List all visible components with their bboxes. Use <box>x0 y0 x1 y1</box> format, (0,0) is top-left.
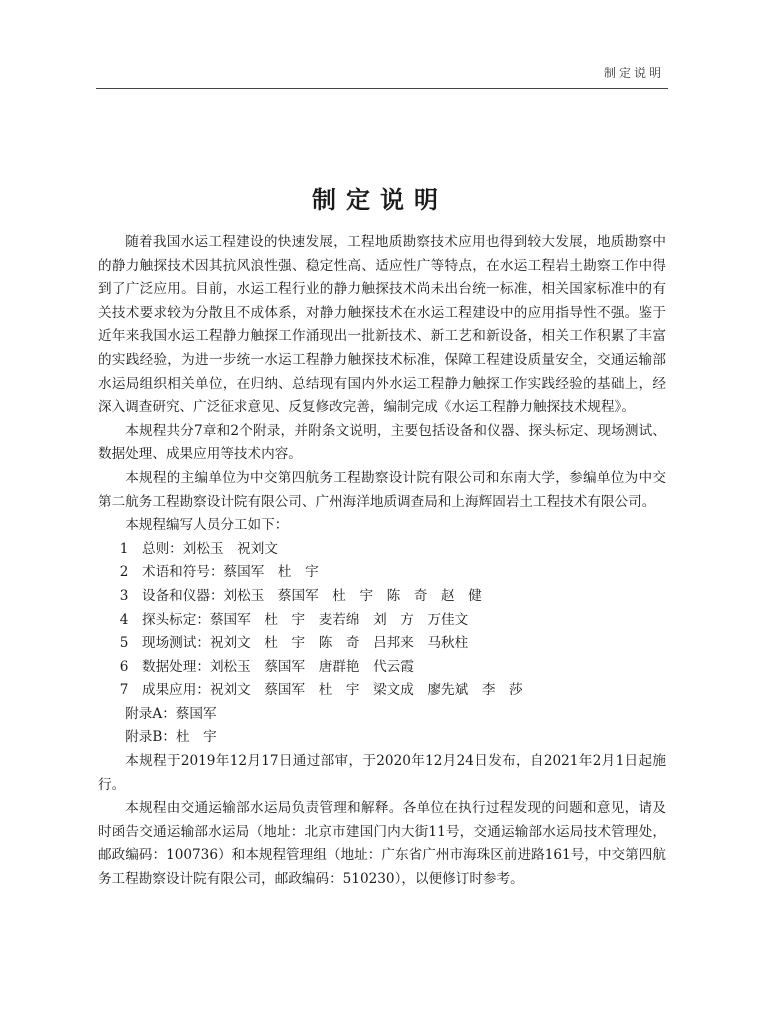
author-list-item: 6 数据处理：刘松玉 蔡国军 唐群艳 代云霞 <box>119 658 414 675</box>
appendix-author-item: 附录B：杜 宇 <box>125 729 217 746</box>
author-list-item: 1 总则：刘松玉 祝刘文 <box>119 540 278 557</box>
author-list-item: 2 术语和符号：蔡国军 杜 宇 <box>119 564 319 581</box>
paragraph-feedback: 本规程由交通运输部水运局负责管理和解释。各单位在执行过程发现的问题和意见，请及时函告交通运输部水运局（地址：北京市建国门内大街11号，交通运输部水运局技术管理处，邮政编码：100736）和本规程管理组（地址：广东省广州市海珠区前进路161号，中交第四航务工程勘察设计院有限公司，邮政编码：510230），以便修订时参考。 <box>98 800 666 888</box>
page-title: 制定说明 <box>312 186 448 214</box>
paragraph-scope: 本规程共分7章和2个附录，并附条文说明，主要包括设备和仪器、探头标定、现场测试、数据处理、成果应用等技术内容。 <box>98 422 666 463</box>
paragraph-organizations: 本规程的主编单位为中交第四航务工程勘察设计院有限公司和东南大学，参编单位为中交第二航务工程勘察设计院有限公司、广州海洋地质调查局和上海辉固岩土工程技术有限公司。 <box>98 469 666 510</box>
document-body <box>98 231 666 892</box>
author-list-item: 4 探头标定：蔡国军 杜 宇 麦若绵 刘 方 万佳文 <box>119 611 469 628</box>
author-list-item: 3 设备和仪器：刘松玉 蔡国军 杜 宇 陈 奇 赵 健 <box>119 587 482 604</box>
paragraph-background: 随着我国水运工程建设的快速发展，工程地质勘察技术应用也得到较大发展，地质勘察中的静力触探技术因其抗风浪性强、稳定性高、适应性广等特点，在水运工程岩土勘察工作中得到了广泛应用。目前，水运工程行业的静力触探技术尚未出台统一标准，相关国家标准中的有关技术要求较为分散且不成体系，对静力触探技术在水运工程建设中的应用指导性不强。鉴于近年来我国水运工程静力触探工作涌现出一批新技术、新工艺和新设备，相关工作积累了丰富的实践经验，为进一步统一水运工程静力触探技术标准，保障工程建设质量安全，交通运输部水运局组织相关单位，在归纳、总结现有国内外水运工程静力触探工作实践经验的基础上，经深入调查研究、广泛征求意见、反复修改完善，编制完成《水运工程静力触探技术规程》。 <box>98 234 666 416</box>
author-list-item: 5 现场测试：祝刘文 杜 宇 陈 奇 吕邦来 马秋柱 <box>119 635 469 652</box>
paragraph-effective-date: 本规程于2019年12月17日通过部审，于2020年12月24日发布，自2021年2月1日起施行。 <box>98 753 666 793</box>
author-list <box>98 538 666 750</box>
authors-intro: 本规程编写人员分工如下： <box>125 517 289 534</box>
appendix-author-item: 附录A：蔡国军 <box>125 705 217 722</box>
running-header-title: 制定说明 <box>603 66 664 80</box>
header-divider <box>96 88 668 89</box>
author-list-item: 7 成果应用：祝刘文 蔡国军 杜 宇 梁文成 廖先斌 李 莎 <box>119 682 523 699</box>
